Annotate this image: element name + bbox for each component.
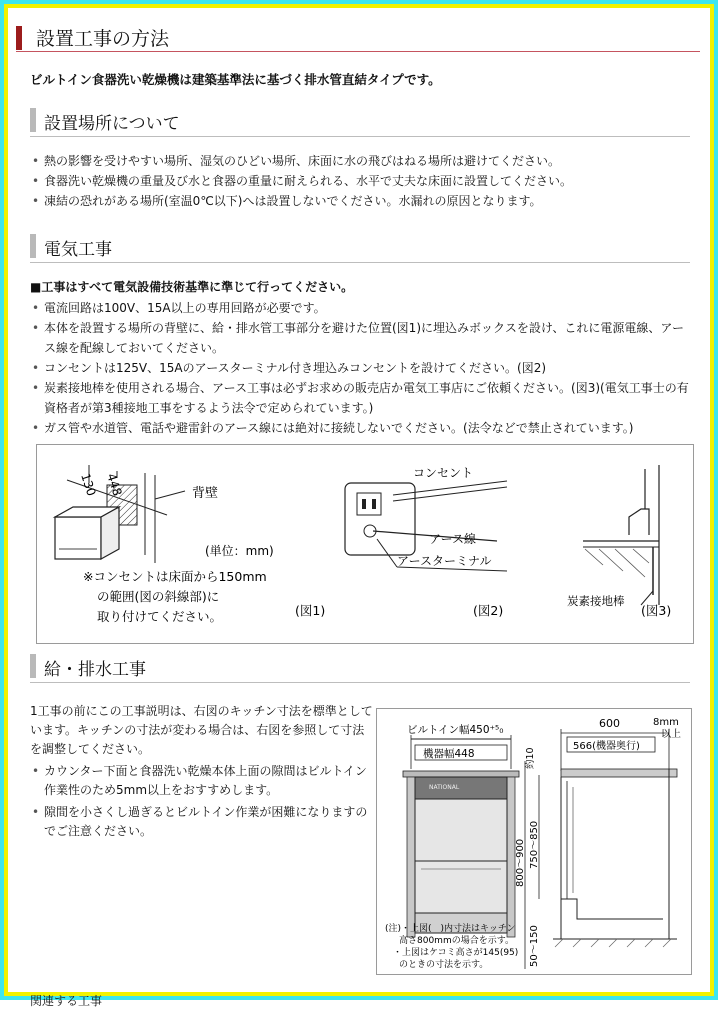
fig2-outlet-label: コンセント [413,466,474,480]
location-list [30,151,690,211]
section-marker [30,108,36,132]
dim-depth-566: 566(機器奥行) [573,741,640,752]
plumbing-list [30,762,376,844]
unit-brand: NATIONAL [429,784,460,791]
diagram-note-line4: のときの寸法を示す。 [399,960,489,970]
fig1-dim-b: 448 [104,471,125,498]
fig2-caption: (図2) [473,603,504,618]
dim-unit-width: 機器幅448 [423,748,475,760]
figure-2 [345,466,507,618]
electrical-list [30,298,690,438]
side-view [515,717,681,969]
fig1-unit-note: (単位：mm) [205,544,274,558]
figure-1 [55,465,325,624]
fig3-caption: (図3) [641,603,672,618]
fig1-note-line3: 取り付けてください。 [97,609,223,624]
dim-gap-8: 8mm [653,717,679,728]
section-marker [30,234,36,258]
page-title: 設置工事の方法 [36,28,170,50]
list-item: • カウンター下面と食器洗い乾燥本体上面の隙間はビルトイン作業性のため5mm以上をおすすめします。 [30,762,376,800]
kitchen-dimension-diagram [376,708,692,975]
figure-3 [567,465,671,618]
fig3-rod-label: 炭素接地棒 [567,594,625,608]
section-rule [30,682,690,683]
section-title: 電気工事 [44,240,112,260]
list-item: • ガス管や水道管、電話や避雷針のアース線には絶対に接続しないでください。(法令などで禁止されています。) [30,418,690,438]
section-title: 給・排水工事 [44,660,146,680]
heading-rule [16,51,700,52]
section-title: 設置場所について [44,114,180,134]
lead-text: ビルトイン食器洗い乾燥機は建築基準法に基づく排水管直結タイプです。 [30,72,441,87]
electrical-notice: ■工事はすべて電気設備技術基準に準じて行ってください。 [30,280,354,294]
dim-top-gap: 約10 [525,747,536,769]
section-heading-location [30,108,690,138]
section-rule [30,262,690,263]
list-item: • 凍結の恐れがある場所(室温0℃以下)へは設置しないでください。水漏れの原因となります。 [30,191,690,211]
fig1-note-line1: ※コンセントは床面から150mm [83,569,267,584]
electrical-figures [36,444,694,644]
dim-builtin-width: ビルトイン幅450⁺⁵₀ [407,724,504,736]
list-item: • 食器洗い乾燥機の重量及び水と食器の重量に耐えられる、水平で丈夫な床面に設置してください。 [30,171,690,191]
list-item: • 電流回路は100V、15A以上の専用回路が必要です。 [30,298,690,318]
dim-depth-600: 600 [599,717,620,730]
diagram-note-line2: 高さ800mmの場合を示す。 [399,936,514,946]
plumbing-intro: 1工事の前にこの工事説明は、右図のキッチン寸法を標準としています。キッチンの寸法が変わる場合は、右図を参照して寸法を調整してください。 [30,704,373,756]
fig1-note-line2: の範囲(図の斜線部)に [97,589,220,604]
list-item: • 本体を設置する場所の背壁に、給・排水管工事部分を避けた位置(図1)に埋込みボックスを設け、これに電源電線、アース線を配線しておいてください。 [30,318,690,358]
fig1-dim-a: 130 [78,471,99,498]
front-view [385,723,519,970]
diagram-note-line3: ・上図はケコミ高さが145(95) [393,948,519,958]
next-section-heading: 関連する工事 [30,994,103,1008]
fig1-wall-label: 背壁 [192,486,219,501]
dim-height-total: 800〜900 [515,838,526,887]
list-item: • コンセントは125V、15Aのアースターミナル付き埋込みコンセントを設けてください。(図2) [30,358,690,378]
dim-gap-8-suffix: 以上 [661,729,681,740]
list-item: • 炭素接地棒を使用される場合、アース工事は必ずお求めの販売店か電気工事店にご依頼ください。(図3)(電気工事士の有資格者が第3種接地工事をするよう法令で定められています。) [30,378,690,418]
section-heading-electrical [30,234,690,264]
list-item: • 熱の影響を受けやすい場所、湿気のひどい場所、床面に水の飛びはねる場所は避けてください。 [30,151,690,171]
fig2-ground-terminal-label: アースターミナル [397,554,492,568]
dim-height-unit: 750〜850 [529,820,540,869]
section-rule [30,136,690,137]
list-item: • 隙間を小さくし過ぎるとビルトイン作業が困難になりますのでご注意ください。 [30,803,376,841]
fig2-ground-wire-label: アース線 [429,532,477,546]
fig1-caption: (図1) [295,603,326,618]
page-content [14,8,704,1008]
dim-height-kick: 50〜150 [529,925,540,967]
page-heading [16,14,700,52]
diagram-note-line1: (注)・上図( )内寸法はキッチン [385,924,516,934]
section-marker [30,654,36,678]
section-heading-plumbing [30,654,690,684]
heading-marker [16,26,22,50]
